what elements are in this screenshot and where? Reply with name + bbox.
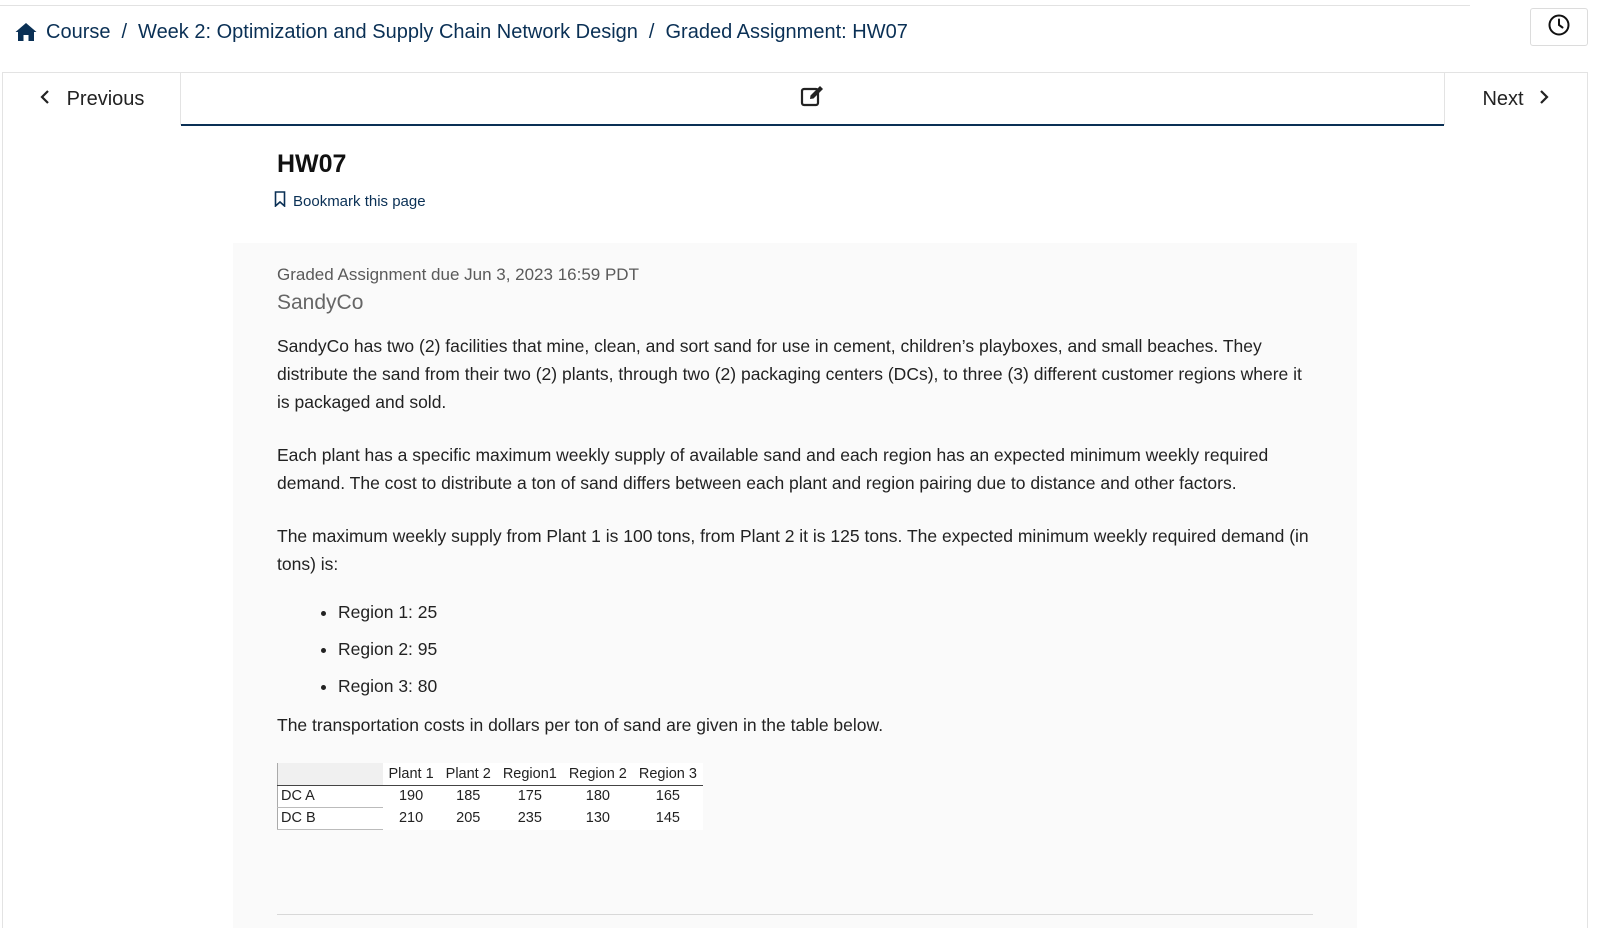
table-cell: 205 bbox=[456, 810, 481, 826]
problem-block bbox=[233, 243, 1357, 928]
breadcrumb bbox=[14, 18, 908, 46]
list-item: • Region 1: 25 bbox=[338, 600, 1317, 624]
sequence-navigation bbox=[2, 72, 1588, 125]
region-demand-list bbox=[277, 600, 1317, 698]
table-row bbox=[278, 785, 703, 807]
list-item: • Region 2: 95 bbox=[338, 637, 1317, 661]
table-header-cell bbox=[278, 763, 383, 785]
table-cell: 165 bbox=[655, 788, 680, 805]
chevron-left-icon bbox=[39, 88, 51, 111]
clock-icon bbox=[1547, 13, 1571, 42]
table-row bbox=[278, 807, 703, 829]
next-button[interactable] bbox=[1444, 73, 1587, 125]
due-date: Graded Assignment due Jun 3, 2023 16:59 PDT bbox=[277, 265, 639, 284]
bookmark-button[interactable] bbox=[274, 191, 426, 211]
table-cell: DC B bbox=[278, 807, 383, 829]
breadcrumb-assignment[interactable]: Graded Assignment: HW07 bbox=[665, 20, 908, 43]
due-dates-button[interactable] bbox=[1530, 8, 1588, 46]
breadcrumb-separator: / bbox=[121, 20, 128, 43]
chevron-right-icon bbox=[1538, 88, 1550, 111]
table-cell: 210 bbox=[398, 810, 424, 826]
table-header-cell: Region1 bbox=[497, 763, 563, 785]
problem-paragraph: SandyCo has two (2) facilities that mine, clean, and sort sand for use in cement, children’s playboxes, and small beaches. They distribute the sand from their two (2) plants, through two (2) packaging centers (DCs), to three (3) different customer regions where it is packaged and sold. bbox=[277, 336, 1302, 412]
previous-button[interactable] bbox=[3, 73, 181, 125]
table-cell: 190 bbox=[398, 788, 424, 805]
table-cell: 145 bbox=[655, 810, 680, 826]
next-label: Next bbox=[1482, 87, 1524, 110]
breadcrumb-week[interactable]: Week 2: Optimization and Supply Chain Network Design bbox=[138, 20, 638, 43]
table-cell: 180 bbox=[585, 788, 610, 805]
home-icon[interactable] bbox=[14, 21, 38, 43]
table-cell: 175 bbox=[517, 788, 542, 805]
table-cell: 185 bbox=[456, 788, 481, 805]
table-header-cell: Region 2 bbox=[563, 763, 633, 785]
problem-title: SandyCo bbox=[277, 291, 364, 314]
section-divider bbox=[277, 914, 1313, 915]
table-header-cell: Region 3 bbox=[633, 763, 703, 785]
table-header-cell: Plant 2 bbox=[440, 763, 497, 785]
breadcrumb-separator: / bbox=[648, 20, 655, 43]
tab-problem[interactable] bbox=[181, 73, 1444, 126]
table-cell: 130 bbox=[585, 810, 610, 826]
problem-paragraph: The maximum weekly supply from Plant 1 is 100 tons, from Plant 2 it is 125 tons. The expected minimum weekly required demand (in tons) is: bbox=[277, 526, 1309, 574]
table-intro: The transportation costs in dollars per ton of sand are given in the table below. bbox=[277, 715, 884, 735]
table-cell: 235 bbox=[517, 810, 542, 826]
page-title: HW07 bbox=[277, 150, 347, 178]
table-cell: DC A bbox=[278, 785, 383, 807]
breadcrumb-course[interactable]: Course bbox=[46, 20, 111, 43]
previous-label: Previous bbox=[66, 87, 145, 110]
table-header-row bbox=[278, 763, 703, 785]
problem-paragraph: Each plant has a specific maximum weekly supply of available sand and each region has an expected minimum weekly required demand. The cost to distribute a ton of sand differs between each plant and region pairing due to distance and other factors. bbox=[277, 445, 1269, 493]
edit-icon bbox=[800, 84, 826, 113]
bookmark-label: Bookmark this page bbox=[293, 192, 426, 210]
list-item: • Region 3: 80 bbox=[338, 674, 1317, 698]
top-divider bbox=[0, 5, 1470, 6]
table-header-cell: Plant 1 bbox=[383, 763, 440, 785]
bookmark-icon bbox=[274, 191, 286, 211]
transport-cost-table bbox=[277, 763, 703, 830]
